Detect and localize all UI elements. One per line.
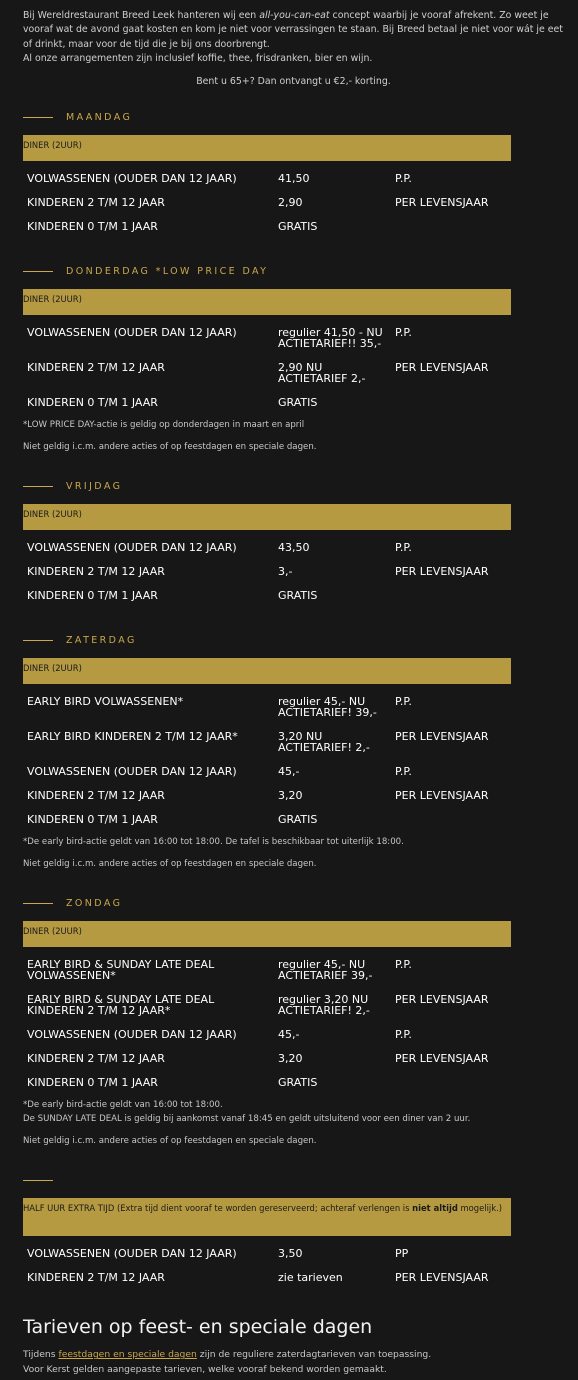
section-divider [23, 486, 53, 487]
intro-inclusive: Al onze arrangementen zijn inclusief koffie, thee, frisdranken, bier en wijn. [23, 52, 373, 64]
price-cell: zie tarieven [278, 1271, 343, 1285]
special-days-title: Tarieven op feest- en speciale dagen [23, 1316, 373, 1339]
footnote [23, 835, 564, 849]
table-row [23, 584, 511, 608]
price-cell: 45,- [278, 765, 300, 779]
price-cell: regulier 3,20 NU ACTIETARIEF! 2,- [278, 993, 370, 1018]
unit-cell [391, 808, 511, 832]
footnote-line: *LOW PRICE DAY-actie is geldig op donderdagen in maart en april [23, 420, 305, 431]
guest-type-cell: EARLY BIRD & SUNDAY LATE DEAL KINDEREN 2 T/M 12 JAAR* [27, 993, 215, 1018]
day-section [23, 109, 564, 239]
intro-text-b: concept waarbij je vooraf afrekent. Zo weet je vooraf wat de avond gaat kosten en kom je niet voor verrassingen te staan. Bij Breed betaal je niet voor wát je eet of drinkt, maar voor de tijd die je bij ons doorbrengt. [23, 10, 563, 50]
price-cell: 3,50 [278, 1247, 303, 1261]
price-cell: 3,20 [278, 1052, 303, 1066]
day-title: DONDERDAG *LOW PRICE DAY [66, 265, 269, 277]
unit-cell [391, 391, 511, 415]
guest-type-cell: KINDEREN 2 T/M 12 JAAR [27, 196, 165, 210]
unit-cell: PER LEVENSJAAR [395, 565, 489, 579]
day-title: VRIJDAG [66, 480, 123, 492]
table-row [23, 808, 511, 832]
footnote-line: De SUNDAY LATE DEAL is geldig bij aankomst vanaf 18:45 en geldt uitsluitend voor een diner van 2 uur. [23, 1114, 471, 1125]
day-title: ZATERDAG [66, 634, 137, 646]
price-table [23, 321, 511, 415]
table-row [23, 1242, 511, 1266]
intro-text [23, 9, 564, 66]
unit-cell: P.P. [395, 765, 412, 779]
section-divider [23, 1180, 53, 1181]
guest-type-cell: EARLY BIRD & SUNDAY LATE DEAL VOLWASSENEN* [27, 958, 215, 983]
table-row [23, 191, 511, 215]
unit-cell [391, 1071, 511, 1095]
price-cell: GRATIS [278, 396, 318, 410]
day-sections [23, 109, 564, 1148]
day-section [23, 263, 564, 454]
footnote-line: *De early bird-actie geldt van 16:00 tot 18:00. De tafel is beschikbaar tot uiterlijk 18:00. [23, 837, 404, 848]
table-row [23, 391, 511, 415]
intro-text-a: Bij Wereldrestaurant Breed Leek hanteren wij een [23, 10, 260, 21]
section-header [23, 109, 564, 125]
validity-note: Niet geldig i.c.m. andere acties of op feestdagen en speciale dagen. [23, 859, 317, 870]
footnote-line: *De early bird-actie geldt van 16:00 tot 18:00. [23, 1100, 223, 1111]
guest-type-cell: KINDEREN 2 T/M 12 JAAR [27, 789, 165, 803]
intro-emphasis: all-you-can-eat [259, 10, 330, 21]
price-table [23, 536, 511, 608]
price-cell: regulier 45,- NU ACTIETARIEF 39,- [278, 958, 373, 983]
band-text-a: HALF UUR EXTRA TIJD (Extra tijd dient vooraf te worden gereserveerd; achteraf verlengen is [23, 1203, 413, 1214]
price-cell: GRATIS [278, 813, 318, 827]
table-row [23, 167, 511, 191]
special-text-b: zijn de reguliere zaterdagtarieven van toepassing. [196, 1349, 432, 1361]
band-text-c: mogelijk.) [457, 1203, 503, 1214]
diner-band: DINER (2UUR) [23, 921, 511, 947]
diner-band: DINER (2UUR) [23, 658, 511, 684]
special-days-line [23, 1347, 564, 1362]
guest-type-cell: VOLWASSENEN (OUDER DAN 12 JAAR) [27, 172, 237, 186]
table-row [23, 760, 511, 784]
guest-type-cell: KINDEREN 2 T/M 12 JAAR [27, 1271, 165, 1285]
day-title: ZONDAG [66, 897, 123, 909]
section-divider [23, 271, 53, 272]
guest-type-cell: KINDEREN 2 T/M 12 JAAR [27, 361, 165, 375]
price-cell: 2,90 [278, 196, 303, 210]
guest-type-cell: KINDEREN 2 T/M 12 JAAR [27, 565, 165, 579]
guest-type-cell: VOLWASSENEN (OUDER DAN 12 JAAR) [27, 765, 237, 779]
price-cell: 3,20 [278, 789, 303, 803]
section-header [23, 1172, 564, 1188]
unit-cell: P.P. [395, 326, 412, 340]
intro-paragraph [23, 9, 564, 52]
unit-cell: P.P. [395, 695, 412, 709]
unit-cell [391, 215, 511, 239]
price-cell: GRATIS [278, 1076, 318, 1090]
table-row [23, 321, 511, 356]
price-table [23, 167, 511, 239]
section-header [23, 478, 564, 494]
price-cell: 41,50 [278, 172, 310, 186]
section-divider [23, 117, 53, 118]
guest-type-cell: KINDEREN 0 T/M 1 JAAR [27, 589, 158, 603]
table-row [23, 1071, 511, 1095]
unit-cell: PER LEVENSJAAR [395, 1271, 489, 1285]
day-title: MAANDAG [66, 111, 133, 123]
diner-band: DINER (2UUR) [23, 504, 511, 530]
section-header [23, 632, 564, 648]
section-header [23, 263, 564, 279]
section-divider [23, 903, 53, 904]
special-days-text [23, 1347, 564, 1377]
diner-band: DINER (2UUR) [23, 135, 511, 161]
day-section [23, 478, 564, 608]
price-table [23, 953, 511, 1095]
guest-type-cell: VOLWASSENEN (OUDER DAN 12 JAAR) [27, 1247, 237, 1261]
day-section [23, 632, 564, 871]
extra-time-band [23, 1198, 511, 1236]
footnote [23, 1098, 564, 1126]
table-row [23, 988, 511, 1023]
guest-type-cell: KINDEREN 2 T/M 12 JAAR [27, 1052, 165, 1066]
table-row [23, 690, 511, 725]
unit-cell: P.P. [395, 958, 412, 972]
price-cell: 45,- [278, 1028, 300, 1042]
guest-type-cell: KINDEREN 0 T/M 1 JAAR [27, 1076, 158, 1090]
table-row [23, 1023, 511, 1047]
holidays-link[interactable]: feestdagen en speciale dagen [58, 1349, 197, 1361]
price-cell: regulier 45,- NU ACTIETARIEF! 39,- [278, 695, 377, 720]
table-row [23, 1266, 511, 1290]
guest-type-cell: VOLWASSENEN (OUDER DAN 12 JAAR) [27, 1028, 237, 1042]
price-cell: 2,90 NU ACTIETARIEF 2,- [278, 361, 366, 386]
price-table [23, 690, 511, 832]
unit-cell: PER LEVENSJAAR [395, 196, 489, 210]
price-cell: 3,20 NU ACTIETARIEF! 2,- [278, 730, 370, 755]
table-row [23, 725, 511, 760]
unit-cell [391, 584, 511, 608]
unit-cell: P.P. [395, 541, 412, 555]
validity-note: Niet geldig i.c.m. andere acties of op feestdagen en speciale dagen. [23, 442, 317, 453]
unit-cell: PER LEVENSJAAR [395, 1052, 489, 1066]
unit-cell: P.P. [395, 172, 412, 186]
day-section [23, 895, 564, 1148]
unit-cell: PP [395, 1247, 409, 1261]
christmas-note: Voor Kerst gelden aangepaste tarieven, welke vooraf bekend worden gemaakt. [23, 1364, 387, 1376]
table-row [23, 536, 511, 560]
price-cell: 3,- [278, 565, 293, 579]
guest-type-cell: KINDEREN 0 T/M 1 JAAR [27, 220, 158, 234]
table-row [23, 953, 511, 988]
unit-cell: P.P. [395, 1028, 412, 1042]
table-row [23, 356, 511, 391]
guest-type-cell: KINDEREN 0 T/M 1 JAAR [27, 396, 158, 410]
price-cell: GRATIS [278, 589, 318, 603]
extra-time-table [23, 1242, 511, 1290]
special-text-a: Tijdens [23, 1349, 59, 1361]
table-row [23, 1047, 511, 1071]
band-text-bold: niet altijd [412, 1203, 458, 1214]
guest-type-cell: VOLWASSENEN (OUDER DAN 12 JAAR) [27, 541, 237, 555]
price-cell: 43,50 [278, 541, 310, 555]
extra-time-section [23, 1172, 564, 1290]
price-cell: GRATIS [278, 220, 318, 234]
section-header [23, 895, 564, 911]
validity-note: Niet geldig i.c.m. andere acties of op feestdagen en speciale dagen. [23, 1136, 317, 1147]
unit-cell: PER LEVENSJAAR [395, 361, 489, 375]
unit-cell: PER LEVENSJAAR [395, 993, 489, 1007]
unit-cell: PER LEVENSJAAR [395, 789, 489, 803]
guest-type-cell: KINDEREN 0 T/M 1 JAAR [27, 813, 158, 827]
guest-type-cell: VOLWASSENEN (OUDER DAN 12 JAAR) [27, 326, 237, 340]
diner-band: DINER (2UUR) [23, 289, 511, 315]
section-divider [23, 640, 53, 641]
price-cell: regulier 41,50 - NU ACTIETARIEF!! 35,- [278, 326, 383, 351]
senior-discount: Bent u 65+? Dan ontvangt u €2,- korting. [196, 76, 391, 88]
guest-type-cell: EARLY BIRD VOLWASSENEN* [27, 695, 184, 709]
table-row [23, 560, 511, 584]
table-row [23, 784, 511, 808]
unit-cell: PER LEVENSJAAR [395, 730, 489, 744]
footnote [23, 418, 564, 432]
guest-type-cell: EARLY BIRD KINDEREN 2 T/M 12 JAAR* [27, 730, 238, 744]
table-row [23, 215, 511, 239]
